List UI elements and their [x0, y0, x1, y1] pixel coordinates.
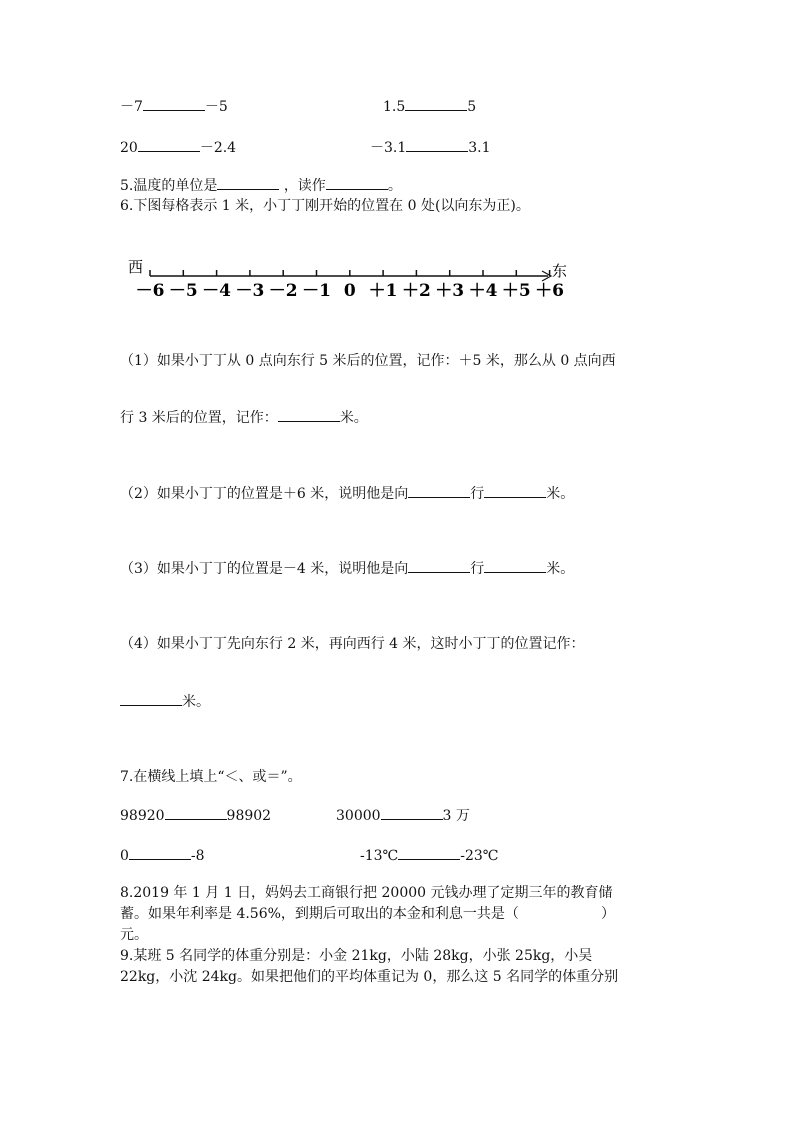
answer-blank[interactable]: [405, 97, 467, 111]
question-text: 米。: [546, 561, 575, 577]
value: 3 万: [442, 808, 470, 824]
value: 3.1: [468, 140, 491, 156]
question-text: （3）如果小丁丁的位置是－4 米，说明他是向: [120, 561, 409, 577]
question-text: 米。: [546, 486, 575, 502]
value: －3.1: [370, 140, 407, 156]
question-8-line-1: 8.2019 年 1 月 1 日，妈妈去工商银行把 20000 元钱办理了定期三年的教育储: [120, 885, 613, 901]
east-label: 东: [552, 262, 568, 280]
question-6-4-line-2: [120, 692, 210, 711]
answer-blank[interactable]: [217, 176, 279, 190]
answer-blank[interactable]: [398, 846, 460, 860]
question-6-1-line-2: [120, 408, 368, 427]
question-text: 行 3 米后的位置，记作：: [120, 410, 278, 426]
question-6-4-line-1: （4）如果小丁丁先向东行 2 米，再向西行 4 米，这时小丁丁的位置记作：: [120, 636, 585, 652]
question-6-intro: 6.下图每格表示 1 米，小丁丁刚开始的位置在 0 处(以向东为正)。: [120, 198, 530, 214]
number-line: [124, 256, 568, 302]
tick-label: －2: [268, 281, 298, 301]
question-6-3: [120, 559, 574, 578]
answer-blank[interactable]: [165, 806, 227, 820]
question-7-title: 7.在横线上填上“＜、或＝”。: [120, 769, 302, 785]
question-8-line-2: [120, 905, 615, 923]
question-9-line-1: 9.某班 5 名同学的体重分别是：小金 21kg，小陆 28kg，小张 25kg，小吴: [120, 948, 593, 964]
tick-label: 0: [343, 281, 356, 301]
value: -13℃: [360, 848, 399, 864]
question-text: 行: [470, 486, 485, 502]
compare-row-1-right: [383, 97, 476, 116]
question-text: 蓄。如果年利率是 4.56%，到期后可取出的本金和利息一共是（: [120, 906, 519, 922]
compare-row-2-right: [370, 138, 491, 157]
question-7-row-2-right: [360, 846, 498, 865]
answer-blank[interactable]: [484, 559, 546, 573]
question-text: 5.温度的单位是: [120, 178, 218, 194]
question-text: ，读作: [283, 178, 326, 194]
question-9-line-2: 22kg，小沈 24kg。如果把他们的平均体重记为 0，那么这 5 名同学的体重分别: [120, 969, 619, 985]
compare-row-2-left: [120, 138, 236, 157]
question-text: 米。: [339, 410, 368, 426]
tick-label: －1: [302, 281, 331, 301]
answer-blank[interactable]: [408, 559, 470, 573]
value: 20: [120, 140, 138, 156]
answer-blank[interactable]: [408, 484, 470, 498]
answer-blank[interactable]: [129, 846, 191, 860]
tick-label: ＋3: [435, 281, 465, 301]
answer-blank[interactable]: [326, 176, 388, 190]
question-7-row-2-left: [120, 846, 205, 865]
tick-label: ＋1: [368, 281, 398, 301]
question-5: [120, 176, 402, 195]
answer-blank[interactable]: [381, 806, 443, 820]
question-7-row-1-left: [120, 806, 271, 825]
question-text: 米。: [182, 694, 210, 710]
tick-label: －3: [235, 281, 265, 301]
tick-label: ＋5: [501, 281, 531, 301]
tick-label: －5: [168, 281, 198, 301]
question-6-2: [120, 484, 574, 503]
question-text: 。: [387, 178, 402, 194]
value: －7: [120, 99, 143, 115]
answer-blank[interactable]: [138, 138, 200, 152]
ticks-group: [136, 270, 564, 301]
answer-blank[interactable]: [484, 484, 546, 498]
value: 30000: [336, 808, 381, 824]
answer-blank[interactable]: [143, 97, 205, 111]
value: 98902: [226, 808, 272, 824]
tick-label: ＋6: [535, 281, 565, 301]
value: -8: [190, 848, 205, 864]
value: －5: [204, 99, 228, 115]
value: 98920: [120, 808, 165, 824]
answer-blank[interactable]: [278, 408, 340, 422]
question-8-line-3: 元。: [120, 927, 148, 943]
tick-label: －6: [135, 281, 165, 301]
compare-row-1-left: [120, 97, 228, 116]
question-6-1-line-1: （1）如果小丁丁从 0 点向东行 5 米后的位置，记作：＋5 米，那么从 0 点向西: [120, 353, 616, 369]
value: 1.5: [383, 99, 406, 115]
question-text: （2）如果小丁丁的位置是＋6 米，说明他是向: [120, 486, 409, 502]
west-label: 西: [128, 258, 144, 276]
question-text: ）: [600, 906, 615, 922]
value: -23℃: [460, 848, 499, 864]
tick-label: ＋4: [468, 281, 498, 301]
value: 0: [120, 848, 129, 864]
tick-label: －4: [202, 281, 232, 301]
answer-blank[interactable]: [406, 138, 468, 152]
value: 5: [467, 99, 477, 115]
answer-blank[interactable]: [120, 692, 182, 706]
question-7-row-1-right: [336, 806, 470, 825]
question-text: 行: [470, 561, 485, 577]
tick-label: ＋2: [401, 281, 431, 301]
value: －2.4: [199, 140, 237, 156]
